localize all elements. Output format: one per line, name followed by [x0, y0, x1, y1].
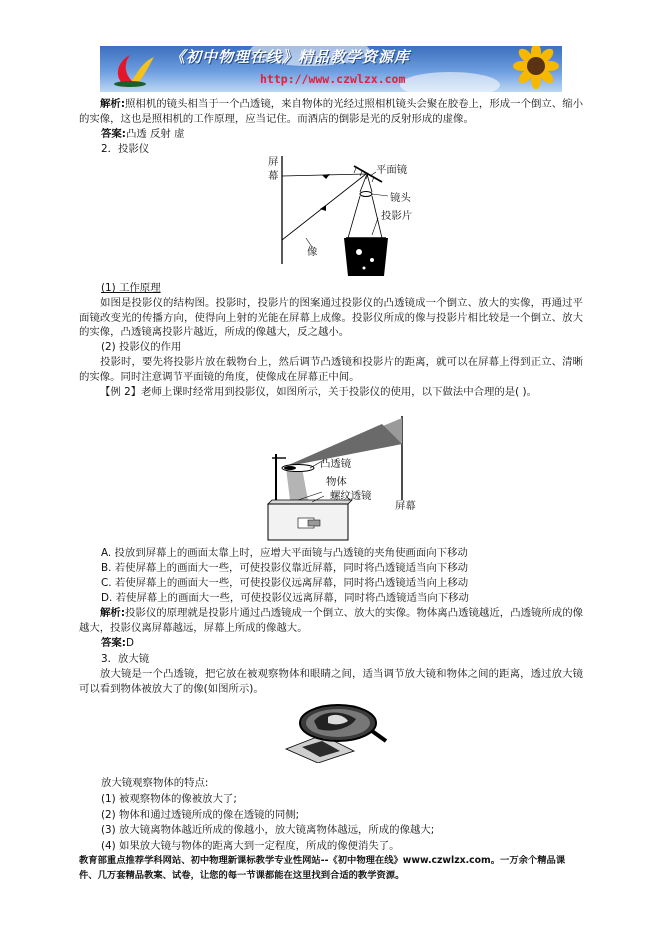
label-fresnel-lens: 螺纹透镜	[330, 490, 372, 502]
option-b: B. 若使屏幕上的画面大一些，可使投影仪靠近屏幕，同时将凸透镜适当向下移动	[101, 562, 469, 575]
feature-item: (1) 被观察物体的像被放大了;	[101, 793, 237, 805]
label-lens: 镜头	[390, 192, 411, 204]
principle-paragraph: 如图是投影仪的结构图。投影时，投影片的图案通过投影仪的凸透镜成一个倒立、放大的实像，再通过平面镜改变光的传播方向，使得向上射的光能在屏幕上成像。投影仪所成的像与投影片相比较是一个倒立、放大的实像，凸透镜离投影片越近，所成的像越大，反之越小。	[79, 297, 583, 339]
feature-item: (2) 物体和通过透镜所成的像在透镜的同侧;	[101, 808, 300, 821]
answer-label: 答案:	[101, 637, 126, 649]
label-slide: 投影片	[381, 210, 413, 222]
principle-heading: (1) 工作原理	[101, 282, 161, 294]
cloud-decoration	[400, 72, 500, 92]
feature-item: (4) 如果放大镜与物体的距离大到一定程度，所成的像便消失了。	[101, 839, 400, 852]
header-banner	[100, 46, 562, 92]
banner-url[interactable]: http://www.czwlzx.com	[260, 72, 406, 86]
label-image: 像	[307, 246, 318, 258]
option-d: D. 若使屏幕上的画面大一些，可使投影仪远离屏幕，同时将凸透镜适当向下移动	[101, 592, 469, 605]
analysis-text: 照相机的镜头相当于一个凸透镜，来自物体的光经过照相机镜头会聚在胶卷上，形成一个倒立、缩小的实像，这也是照相机的工作原理，应当记住。而酒店的倒影是光的反射形成的虚像。	[79, 98, 584, 125]
analysis-paragraph-1	[79, 97, 583, 126]
sunflower-icon	[498, 46, 562, 92]
label-screen-1: 屏	[268, 156, 279, 168]
usage-paragraph: 投影时，要先将投影片放在载物台上，然后调节凸透镜和投影片的距离，就可以在屏幕上得到正立、清晰的实像。同时注意调节平面镜的角度，使像成在屏幕正中间。	[79, 356, 583, 383]
example-question: 【例 2】老师上课时经常用到投影仪，如图所示，关于投影仪的使用，以下做法中合理的是( )。	[100, 386, 537, 398]
section-heading-projector: 2．投影仪	[101, 143, 150, 155]
magnifier-paragraph: 放大镜是一个凸透镜，把它放在被观察物体和眼睛之间，适当调节放大镜和物体之间的距离，透过放大镜可以看到物体被放大了的像(如图所示)。	[79, 668, 583, 695]
answer-text: 凸透 反射 虚	[125, 128, 185, 140]
banner-title: 《初中物理在线》精品教学资源库	[170, 48, 411, 66]
footer-line-1: 教育部重点推荐学科网站、初中物理新课标教学专业性网站--《初中物理在线》www.czwlzx.com。一万余个精品课	[79, 855, 566, 866]
option-c: C. 若使屏幕上的画面大一些，可使投影仪远离屏幕，同时将凸透镜适当向上移动	[101, 577, 469, 590]
label-plane-mirror: 平面镜	[376, 164, 408, 176]
option-a: A. 投放到屏幕上的画面太靠上时，应增大平面镜与凸透镜的夹角使画面向下移动	[101, 547, 468, 559]
answer-line-1	[101, 127, 605, 142]
analysis-label: 解析:	[100, 98, 125, 110]
label-convex-lens: 凸透镜	[320, 458, 352, 470]
label-screen: 屏幕	[395, 500, 416, 512]
analysis-paragraph-2	[79, 606, 583, 635]
magnifier-illustration	[284, 699, 388, 763]
features-heading: 放大镜观察物体的特点:	[101, 777, 209, 789]
answer-text: D	[125, 637, 134, 649]
footer-line-2: 件、几万套精品教案、试卷，让您的每一节课都能在这里找到合适的教学资源。	[79, 870, 405, 881]
analysis-text: 投影仪的原理就是投影片通过凸透镜成一个倒立、放大的实像。物体离凸透镜越近，凸透镜所成的像越大，投影仪离屏幕越远，屏幕上所成的像越大。	[79, 607, 584, 634]
features-list	[101, 792, 591, 854]
answer-label: 答案:	[101, 128, 126, 140]
section-heading-magnifier: 3．放大镜	[101, 653, 150, 665]
label-object: 物体	[326, 476, 347, 488]
feature-item: (3) 放大镜离物体越近所成的像越小，放大镜离物体越远，所成的像越大;	[101, 824, 435, 836]
analysis-label: 解析:	[100, 607, 125, 619]
answer-line-2	[101, 636, 605, 651]
options-list	[101, 546, 591, 606]
label-screen-2: 幕	[268, 170, 279, 182]
usage-heading: (2) 投影仪的作用	[101, 341, 182, 353]
site-logo-icon	[108, 49, 160, 89]
